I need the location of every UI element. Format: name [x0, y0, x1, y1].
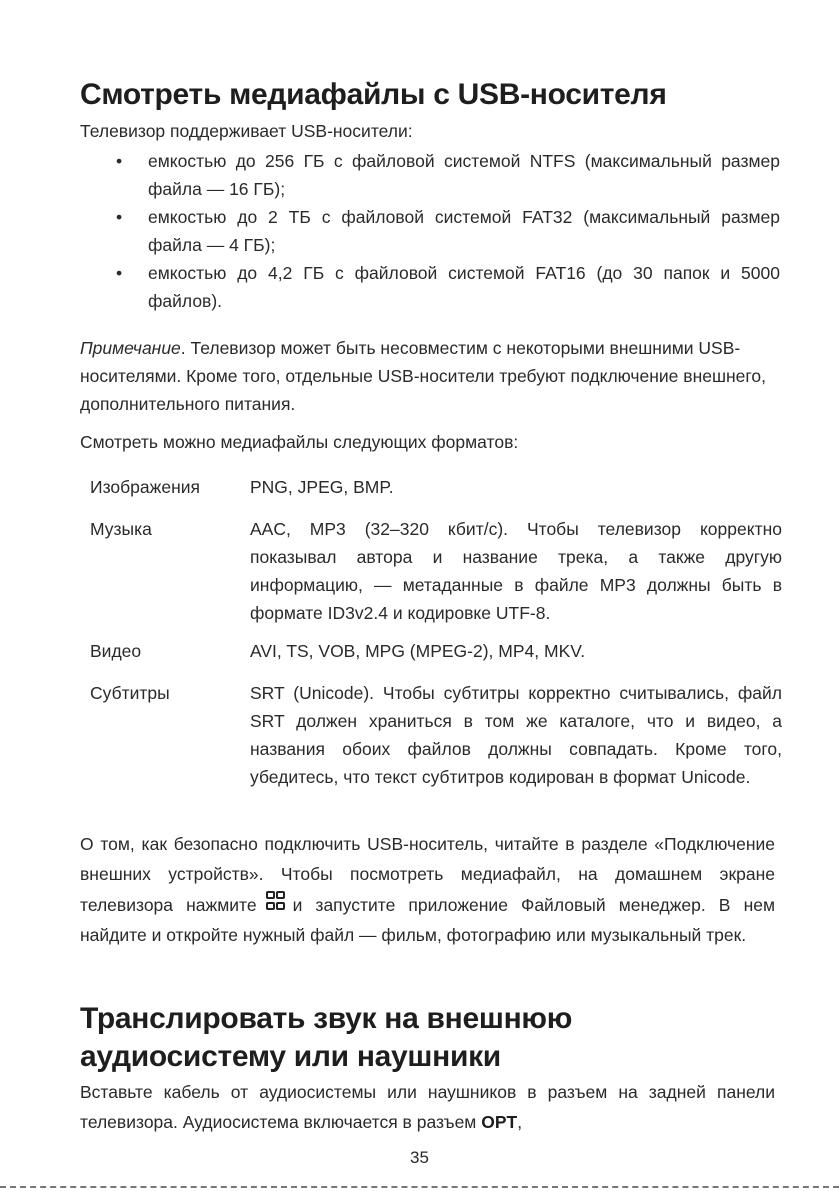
format-label: Музыка — [90, 519, 152, 539]
apps-grid-icon — [263, 889, 287, 913]
list-item: • емкостью до 4,2 ГБ с файловой системой FAT16 (до 30 папок и 5000 файлов). — [80, 259, 780, 315]
note-label: Примечание — [80, 338, 181, 358]
usb-capacity-list — [80, 147, 780, 315]
page-bottom-border — [0, 1186, 839, 1188]
usb-intro: Телевизор поддерживает USB-носители: — [80, 121, 413, 141]
list-item: • емкостью до 256 ГБ с файловой системой NTFS (максимальный размер файла — 16 ГБ); — [80, 147, 780, 203]
bullet-icon: • — [116, 263, 123, 283]
opt-port-label: OPT — [481, 1112, 518, 1132]
format-label: Изображения — [90, 477, 200, 497]
format-label: Видео — [90, 641, 142, 661]
format-label: Субтитры — [90, 683, 170, 703]
formats-intro: Смотреть можно медиафайлы следующих форматов: — [80, 432, 519, 452]
format-value: AAC, MP3 (32–320 кбит/с). Чтобы телевизор корректно показывал автора и название трека, а также другую информацию, — метаданные в файле MP3 должны быть в формате ID3v2.4 и кодировке UTF-8. — [250, 519, 782, 623]
format-value: AVI, TS, VOB, MPG (MPEG-2), MP4, MKV. — [250, 641, 586, 661]
list-item: • емкостью до 2 ТБ с файловой системой FAT32 (максимальный размер файла — 4 ГБ); — [80, 203, 780, 259]
section-title-audio-output: Транслировать звук на внешнюю аудиосистему или наушники — [80, 1002, 573, 1073]
audio-paragraph: Вставьте кабель от аудиосистемы или наушников в разъем на задней панели телевизора. Аудиосистема включается в разъем OPT, — [80, 1082, 775, 1132]
bullet-icon: • — [116, 151, 123, 171]
note-paragraph: Примечание. Телевизор может быть несовместим с некоторыми внешними USB-носителями. Кроме того, отдельные USB-носители требуют подключение внешнего, дополнительного питания. — [80, 338, 767, 414]
outro-paragraph: О том, как безопасно подключить USB-носитель, читайте в разделе «Подключение внешних устройств». Чтобы посмотреть медиафайл, на домашнем экране телевизора нажмите и запустите приложение Файловый менеджер. В нем найдите и откройте нужный файл — фильм, фотографию или музыкальный трек. — [80, 834, 775, 945]
format-value: SRT (Unicode). Чтобы субтитры корректно считывались, файл SRT должен храниться в том же каталоге, что и видео, а названия обоих файлов должны совпадать. Кроме того, убедитесь, что текст субтитров кодирован в формат Unicode. — [250, 683, 782, 787]
section-title-usb-media: Смотреть медиафайлы с USB-носителя — [80, 78, 667, 111]
bullet-icon: • — [116, 207, 123, 227]
page-number: 35 — [410, 1148, 429, 1167]
format-value: PNG, JPEG, BMP. — [250, 477, 394, 497]
